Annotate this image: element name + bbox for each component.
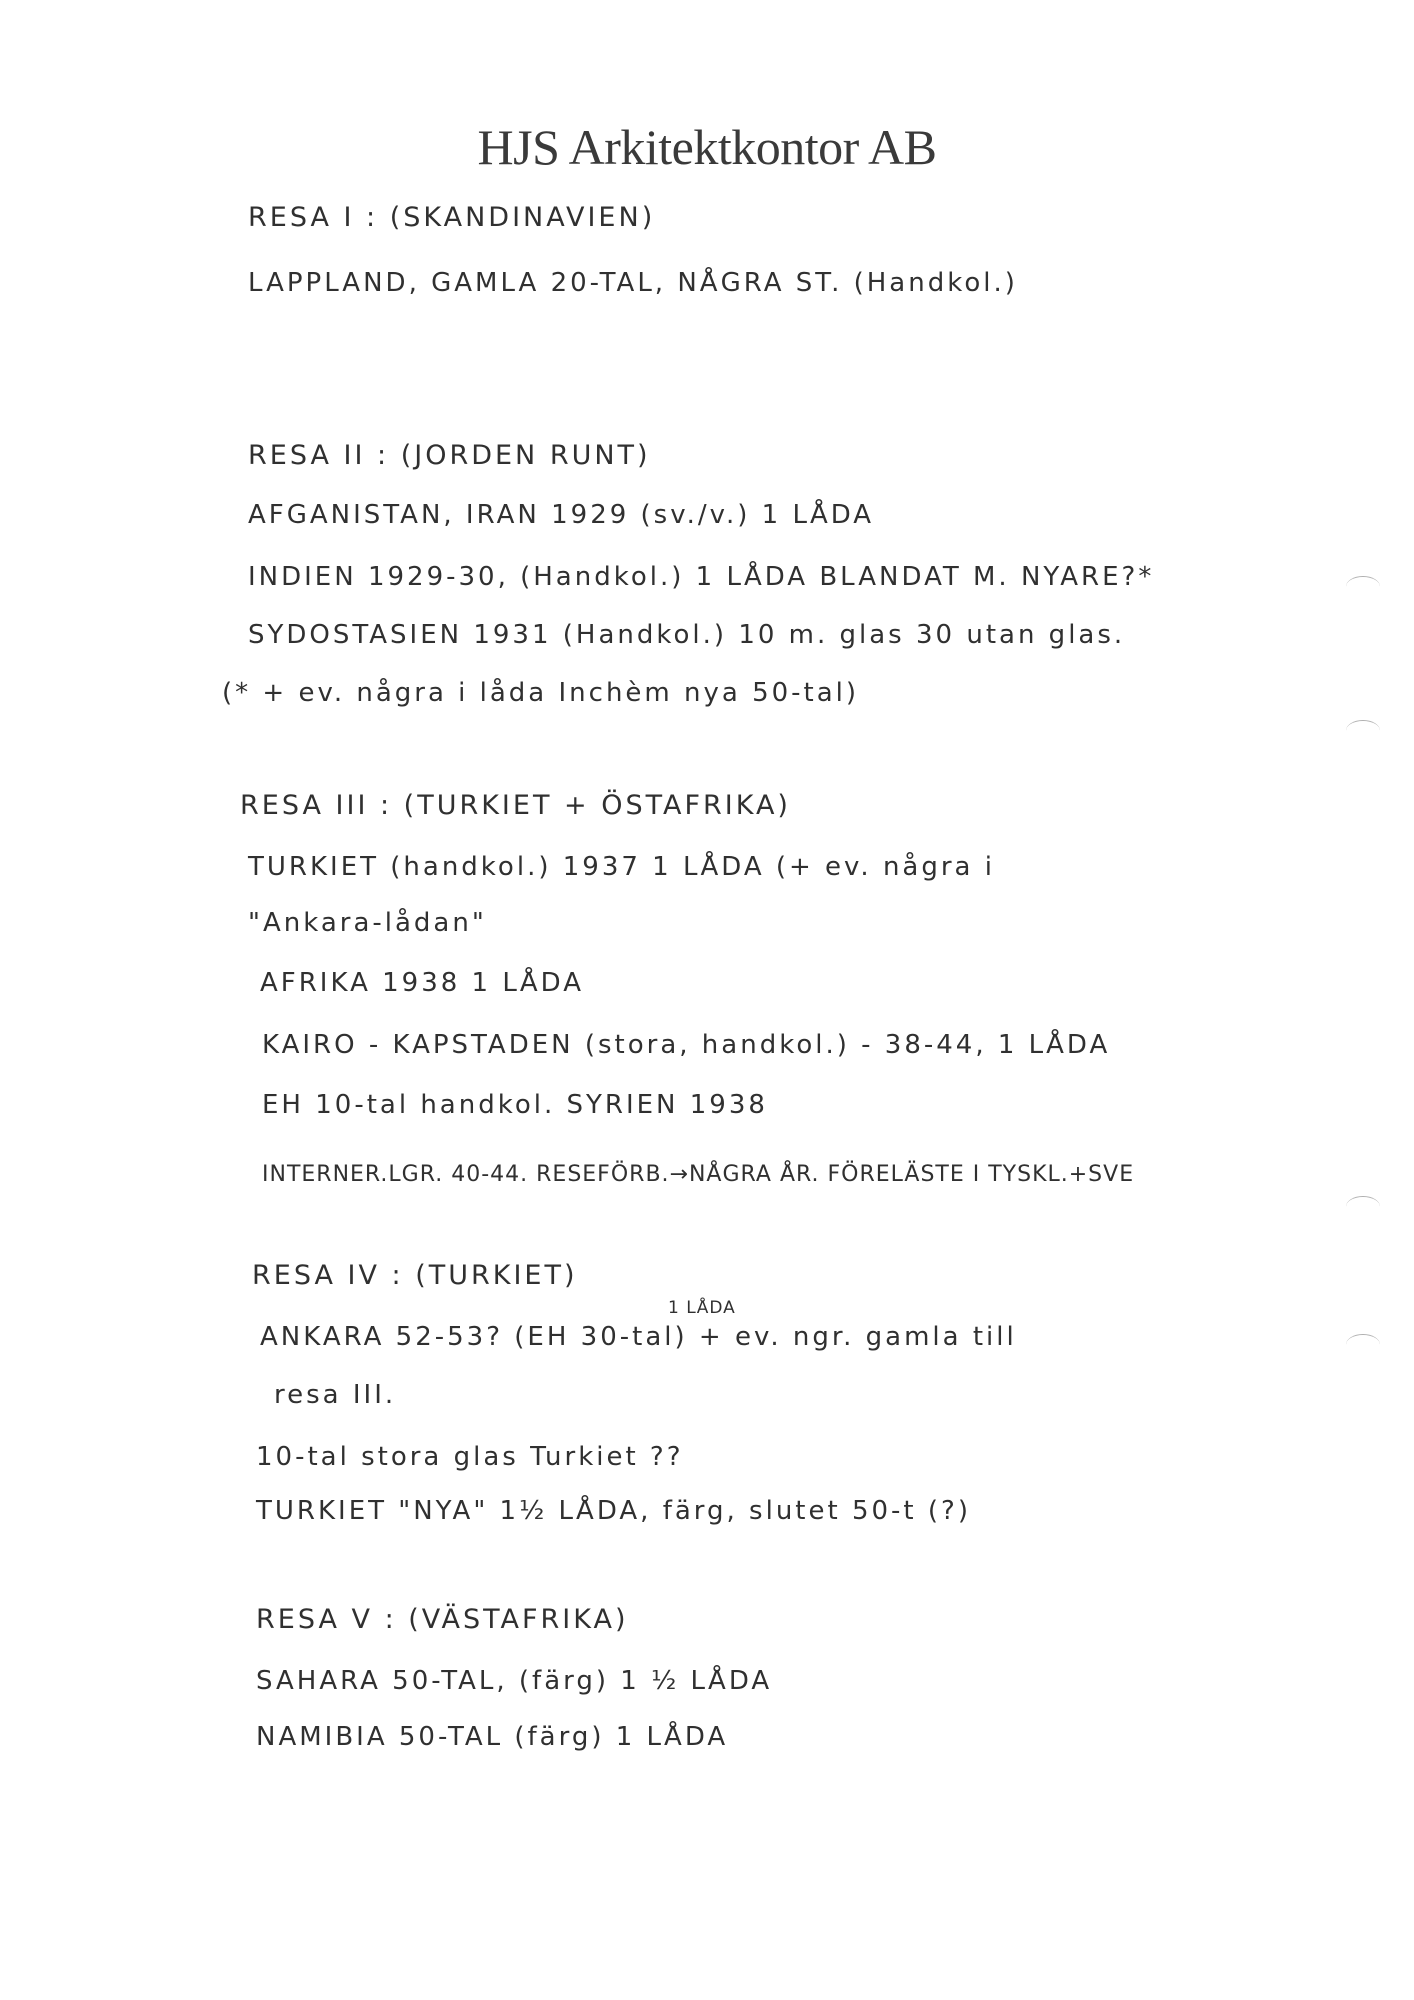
trip3-line: INTERNER.LGR. 40-44. RESEFÖRB.→NÅGRA ÅR. FÖRELÄSTE I TYSKL.+SVE — [262, 1162, 1135, 1187]
trip2-footnote: (* + ev. några i låda Inchèm nya 50-tal) — [222, 678, 860, 708]
trip3-line: AFRIKA 1938 1 LÅDA — [260, 968, 584, 998]
trip3-line: TURKIET (handkol.) 1937 1 LÅDA (+ ev. några i — [248, 852, 995, 882]
trip3-heading: RESA III : (TURKIET + ÖSTAFRIKA) — [240, 790, 791, 821]
trip2-line: SYDOSTASIEN 1931 (Handkol.) 10 m. glas 30 utan glas. — [248, 620, 1126, 650]
trip4-line: 10-tal stora glas Turkiet ?? — [256, 1442, 684, 1472]
trip5-line: SAHARA 50-TAL, (färg) 1 ½ LÅDA — [256, 1666, 773, 1696]
trip4-line: TURKIET "NYA" 1½ LÅDA, färg, slutet 50-t (?) — [256, 1496, 971, 1526]
trip4-heading: RESA IV : (TURKIET) — [252, 1260, 578, 1291]
trip4-above-note: 1 LÅDA — [668, 1298, 736, 1318]
trip5-line: NAMIBIA 50-TAL (färg) 1 LÅDA — [256, 1722, 729, 1752]
trip2-heading: RESA II : (JORDEN RUNT) — [248, 440, 651, 471]
punch-hole-mark — [1346, 576, 1380, 597]
trip3-line: KAIRO - KAPSTADEN (stora, handkol.) - 38-44, 1 LÅDA — [262, 1030, 1111, 1060]
punch-hole-mark — [1346, 1334, 1380, 1355]
trip1-heading: RESA I : (SKANDINAVIEN) — [248, 202, 656, 233]
trip2-line: INDIEN 1929-30, (Handkol.) 1 LÅDA BLANDAT M. NYARE?* — [248, 562, 1155, 592]
trip3-line: "Ankara-lådan" — [248, 908, 487, 938]
trip4-line: ANKARA 52-53? (EH 30-tal) + ev. ngr. gamla till — [260, 1322, 1017, 1352]
letterhead-company-name: HJS Arkitektkontor AB — [477, 119, 937, 175]
trip1-line: LAPPLAND, GAMLA 20-TAL, NÅGRA ST. (Handkol.) — [248, 268, 1018, 298]
punch-hole-mark — [1346, 1196, 1380, 1217]
trip4-line: resa III. — [274, 1380, 397, 1410]
trip3-line: EH 10-tal handkol. SYRIEN 1938 — [262, 1090, 768, 1120]
trip5-heading: RESA V : (VÄSTAFRIKA) — [256, 1604, 629, 1635]
trip2-line: AFGANISTAN, IRAN 1929 (sv./v.) 1 LÅDA — [248, 500, 875, 530]
punch-hole-mark — [1346, 720, 1380, 741]
